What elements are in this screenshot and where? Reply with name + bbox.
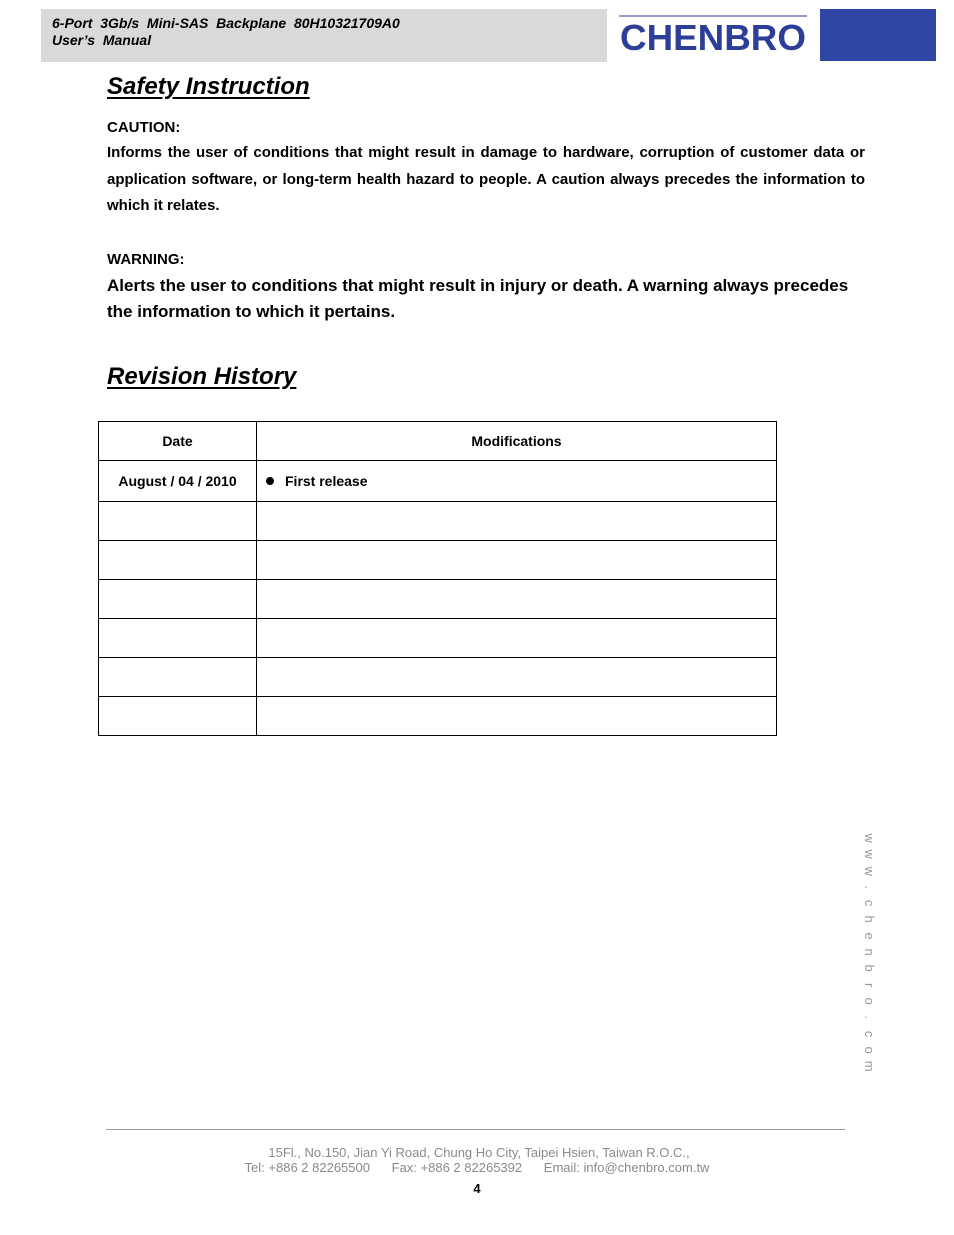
date-cell: August / 04 / 2010	[99, 461, 257, 502]
modification-cell	[257, 658, 777, 697]
bullet-icon	[266, 477, 274, 485]
table-row	[99, 541, 777, 580]
logo-text: CHENBRO	[620, 17, 806, 58]
caution-label: CAUTION:	[107, 119, 181, 136]
side-url-char: e	[862, 932, 878, 940]
modification-cell	[257, 619, 777, 658]
revision-table	[98, 421, 777, 736]
side-url-char: r	[862, 982, 878, 987]
footer-email: Email: info@chenbro.com.tw	[543, 1160, 710, 1175]
table-row	[99, 619, 777, 658]
footer-contact	[0, 1160, 954, 1175]
side-url-char: w	[862, 866, 878, 876]
side-website-url	[862, 830, 876, 1074]
document-subtitle: User’s Manual	[52, 32, 152, 48]
side-url-char: h	[862, 916, 878, 924]
modification-cell	[257, 580, 777, 619]
date-cell	[99, 619, 257, 658]
side-url-char: w	[862, 849, 878, 860]
table-row	[99, 461, 777, 502]
side-url-char: .	[862, 1015, 878, 1020]
safety-heading: Safety Instruction	[107, 73, 310, 100]
side-url-char: c	[862, 1030, 878, 1037]
modification-text: First release	[285, 473, 368, 489]
date-cell	[99, 580, 257, 619]
revision-heading: Revision History	[107, 363, 297, 390]
warning-label: WARNING:	[107, 251, 185, 268]
side-url-char: m	[862, 1060, 878, 1072]
side-url-char: o	[862, 1046, 878, 1054]
side-url-char: c	[862, 900, 878, 907]
modification-cell	[257, 697, 777, 736]
side-url-char: .	[862, 885, 878, 889]
table-row	[99, 658, 777, 697]
side-url-char: w	[862, 833, 878, 843]
chenbro-logo	[617, 14, 811, 63]
footer-divider	[106, 1129, 845, 1130]
page-number: 4	[473, 1181, 481, 1196]
column-header-modifications: Modifications	[257, 422, 777, 461]
document-title: 6-Port 3Gb/s Mini-SAS Backplane 80H10321709A0	[52, 15, 400, 31]
header-blue-block	[820, 9, 936, 61]
date-cell	[99, 658, 257, 697]
warning-text: Alerts the user to conditions that might result in injury or death. A warning always precedes the information to which it pertains.	[107, 276, 849, 321]
date-cell	[99, 697, 257, 736]
side-url-char: n	[862, 948, 878, 956]
table-row	[99, 697, 777, 736]
modification-cell	[257, 502, 777, 541]
caution-text: Informs the user of conditions that might result in damage to hardware, corruption of customer data or application software, or long-term health hazard to people. A caution always precedes the information to which it relates.	[107, 144, 865, 214]
date-cell	[99, 541, 257, 580]
footer-address: 15Fl., No.150, Jian Yi Road, Chung Ho City, Taipei Hsien, Taiwan R.O.C.,	[268, 1145, 690, 1160]
modification-cell	[257, 541, 777, 580]
side-url-char: b	[862, 964, 878, 973]
column-header-date: Date	[99, 422, 257, 461]
date-cell	[99, 502, 257, 541]
table-header-row	[99, 422, 777, 461]
table-row	[99, 502, 777, 541]
footer-tel: Tel: +886 2 82265500	[244, 1160, 370, 1175]
footer-fax: Fax: +886 2 82265392	[391, 1160, 523, 1175]
side-url-char: o	[862, 997, 878, 1005]
table-row	[99, 580, 777, 619]
modification-cell	[257, 461, 777, 502]
